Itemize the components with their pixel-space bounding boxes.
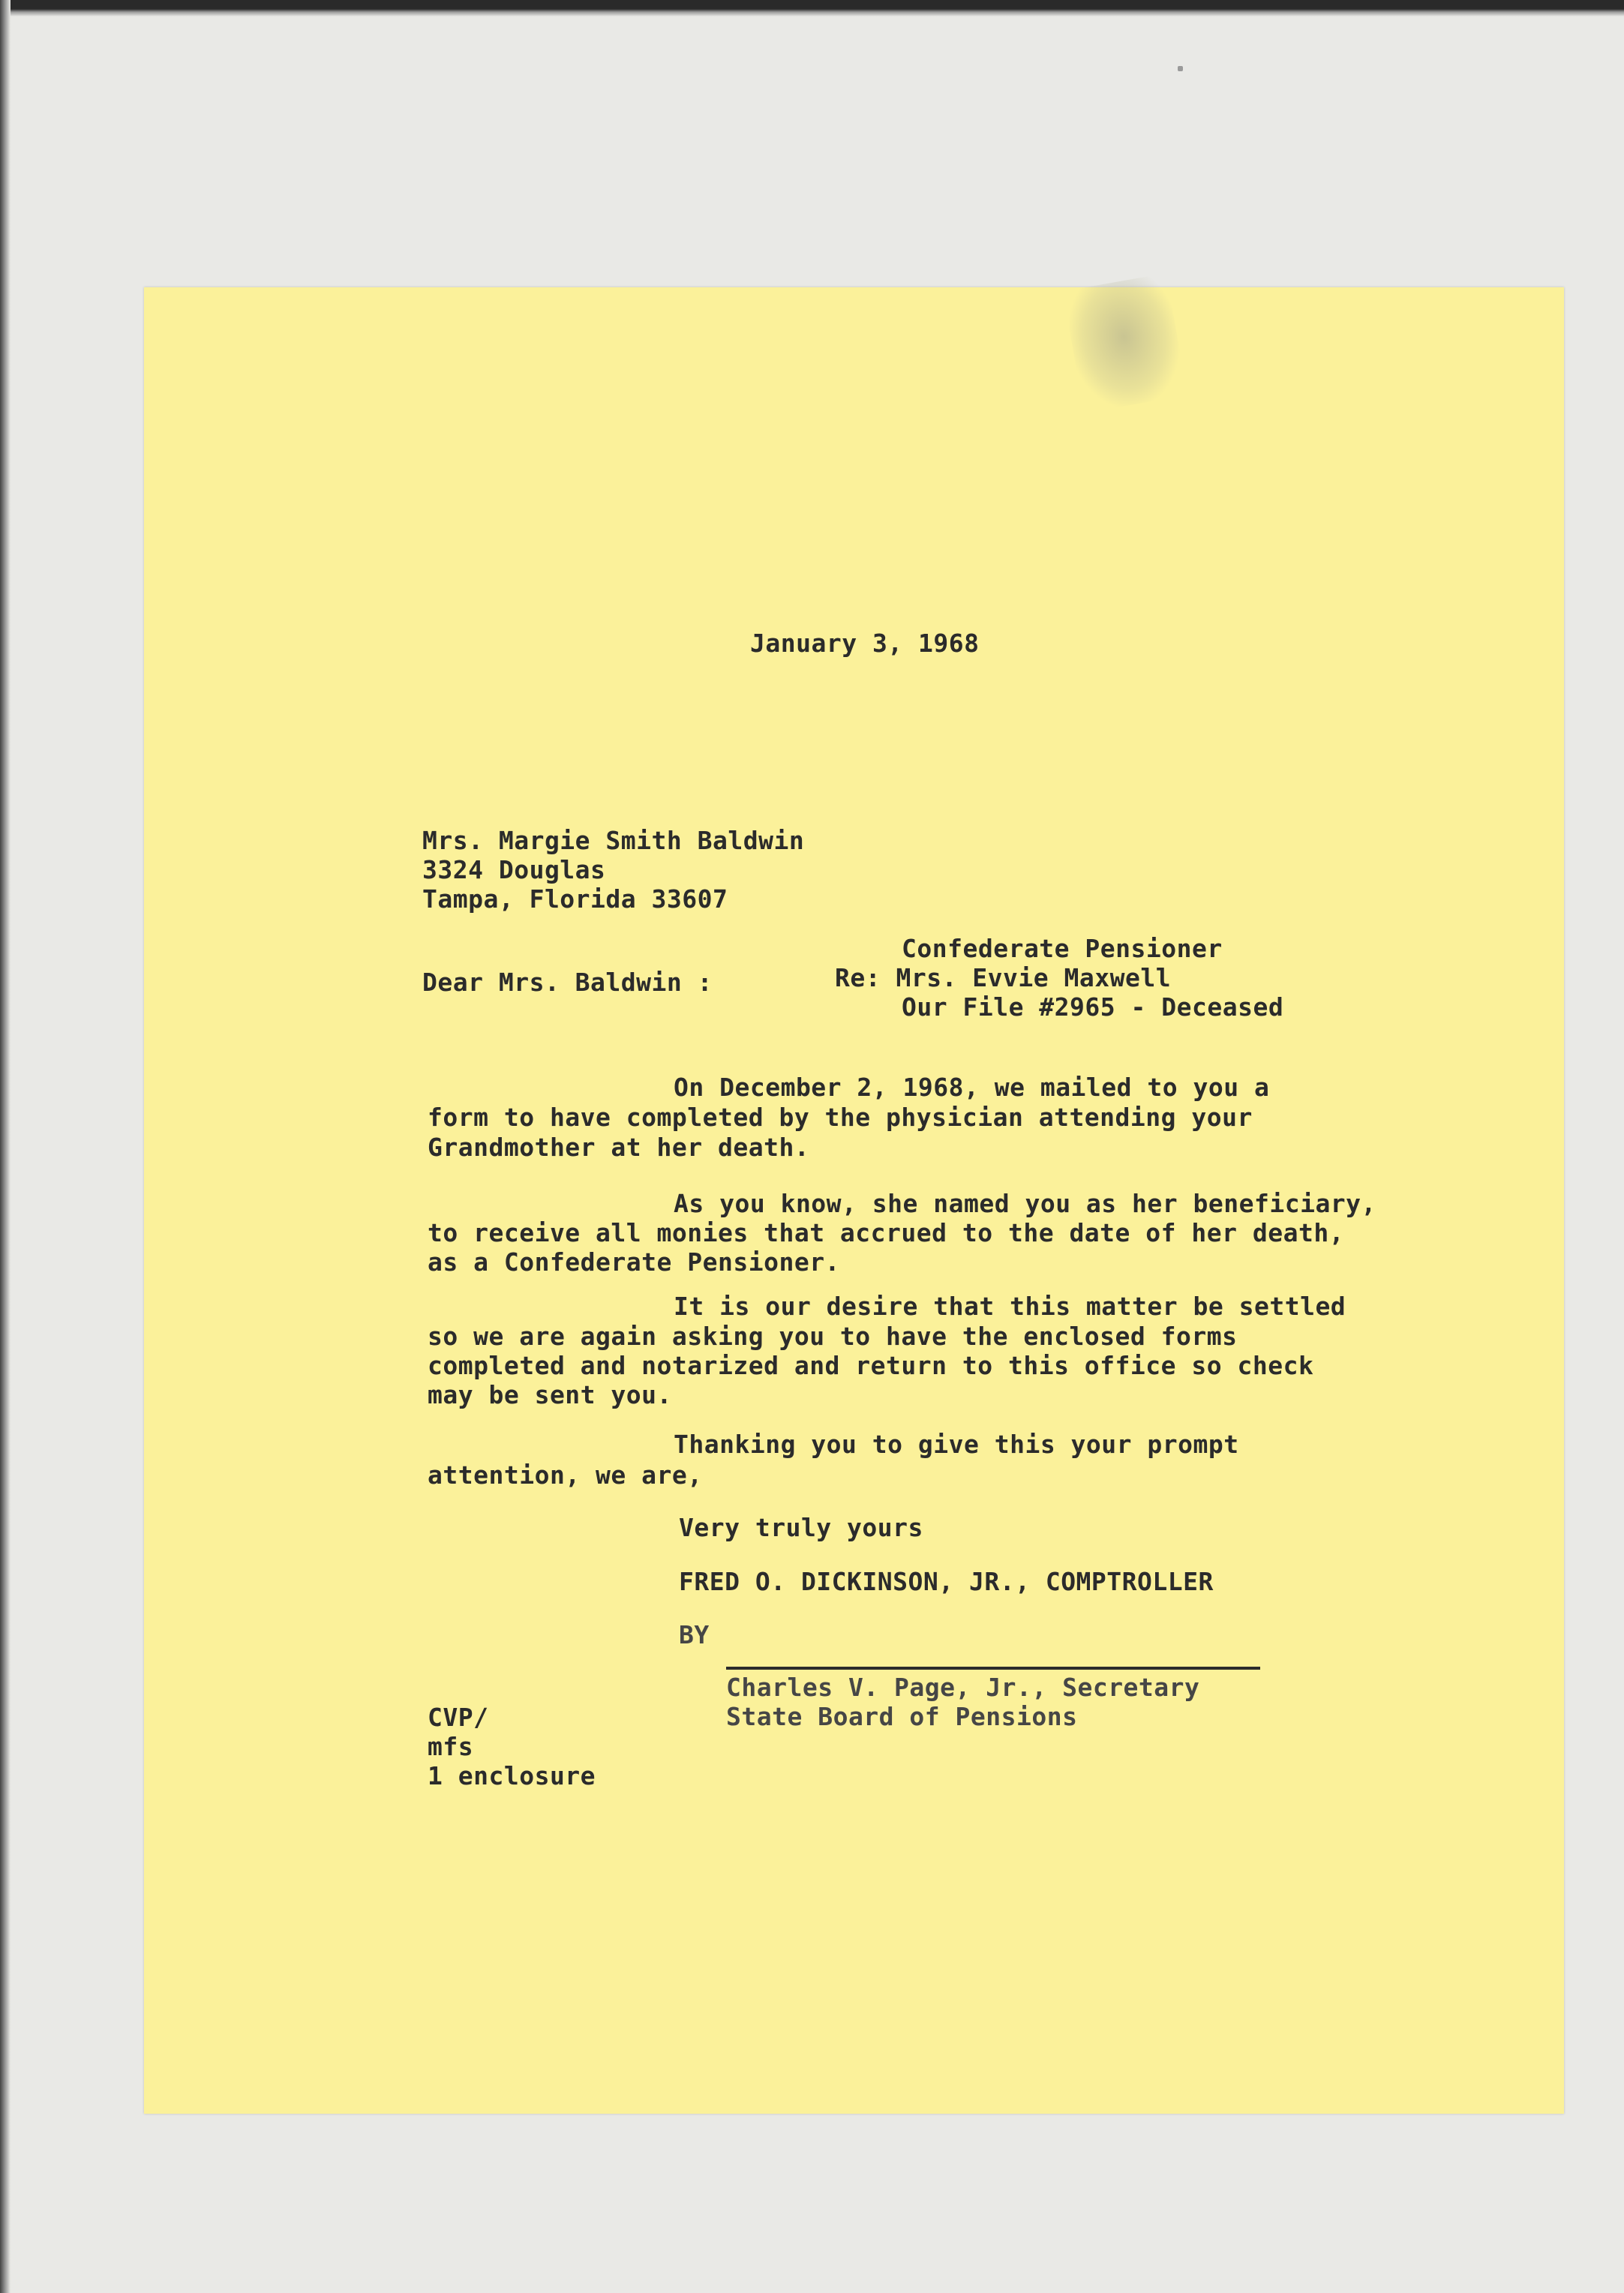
by-label: BY — [679, 1620, 710, 1649]
paragraph-3-line-4: may be sent you. — [428, 1380, 672, 1409]
paragraph-4-line-1: Thanking you to give this your prompt — [674, 1430, 1239, 1459]
paragraph-3-line-2: so we are again asking you to have the enclosed forms — [428, 1322, 1238, 1351]
enclosure-notation: 1 enclosure — [428, 1761, 596, 1790]
paragraph-2-line-2: to receive all monies that accrued to the date of her death, — [428, 1218, 1345, 1247]
paragraph-3-line-1: It is our desire that this matter be settled — [674, 1292, 1346, 1321]
pencil-smudge — [1063, 273, 1188, 413]
letter-date: January 3, 1968 — [750, 629, 980, 658]
salutation: Dear Mrs. Baldwin : — [422, 968, 713, 997]
signature-organization: State Board of Pensions — [726, 1702, 1078, 1731]
typist-initials: mfs — [428, 1732, 474, 1761]
paragraph-2-line-3: as a Confederate Pensioner. — [428, 1247, 840, 1277]
paragraph-1-line-1: On December 2, 1968, we mailed to you a — [674, 1073, 1270, 1102]
reference-initials: CVP/ — [428, 1703, 489, 1732]
inside-address-line-2: 3324 Douglas — [422, 855, 606, 884]
re-line-3: Our File #2965 - Deceased — [902, 992, 1284, 1022]
inside-address-line-3: Tampa, Florida 33607 — [422, 884, 728, 914]
re-line-1: Confederate Pensioner — [902, 934, 1223, 963]
signature-name-title: Charles V. Page, Jr., Secretary — [726, 1673, 1200, 1702]
paragraph-4-line-2: attention, we are, — [428, 1460, 703, 1490]
scan-left-edge — [0, 0, 11, 2293]
paragraph-1-line-2: form to have completed by the physician attending your — [428, 1103, 1253, 1132]
re-line-2: Re: Mrs. Evvie Maxwell — [835, 963, 1172, 992]
paragraph-2-line-1: As you know, she named you as her beneficiary, — [674, 1189, 1376, 1218]
signature-line — [726, 1667, 1260, 1670]
paragraph-3-line-3: completed and notarized and return to this office so check — [428, 1351, 1314, 1380]
scan-top-edge — [0, 0, 1624, 17]
complimentary-closing: Very truly yours — [679, 1513, 923, 1542]
scan-speck — [1178, 66, 1183, 71]
inside-address-line-1: Mrs. Margie Smith Baldwin — [422, 826, 805, 855]
paragraph-1-line-3: Grandmother at her death. — [428, 1133, 810, 1162]
signer-office: FRED O. DICKINSON, JR., COMPTROLLER — [679, 1567, 1214, 1596]
